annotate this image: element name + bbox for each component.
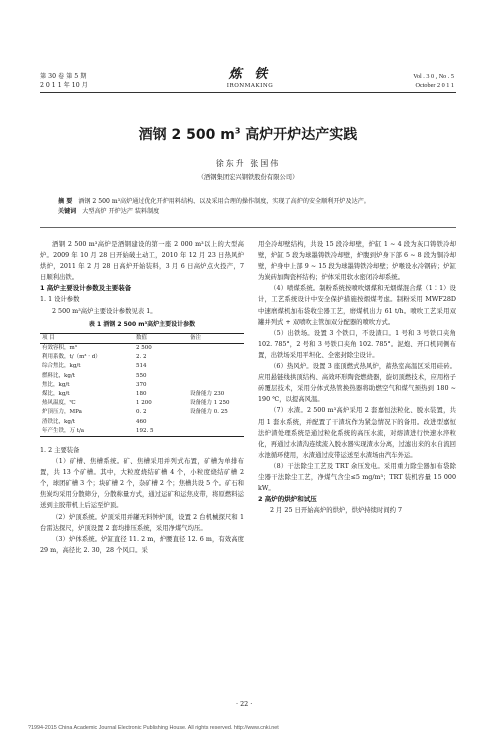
table-header-item: 项 目 — [40, 333, 134, 343]
furnace-top-paragraph: （2）炉顶系统。炉顶采用并罐无料钟炉顶，设置 2 台机械探尺和 1 台雷达探尺，炉顶设置 2 套均排压系统，采用净煤气均压。 — [40, 513, 244, 532]
left-column — [40, 239, 244, 556]
issue-info-zh — [40, 72, 88, 90]
keywords-text: 大型高炉 开炉达产 装料制度 — [82, 208, 160, 215]
issue-info-en — [413, 72, 454, 90]
table-cell-note — [188, 372, 244, 381]
slag-granulation-paragraph: （7）水渣。2 500 m³高炉采用 2 套嘉恒法粒化、脱水装置，共用 1 套水系统，并配置了干渣坑作为紧急情况下的备用。改进型嘉恒法炉渣处理系统是通过粒化系统的高压水流，对熔渣进行快速水淬粒化，再通过水渣沟连续流入脱水器实现渣水分离，过滤出来的水自流回水池循环使用，水渣通过皮带运送至水渣场由汽车外运。 — [258, 407, 456, 459]
design-params-paragraph: 2 500 m³高炉主要设计参数见表 1。 — [52, 307, 157, 315]
furnace-body-paragraph: （3）炉体系统。炉缸直径 11. 2 m，炉腰直径 12. 6 m，有效高度 29 m，高径比 2. 30，28 个风口。采 — [40, 535, 244, 554]
table-cell-value: 2 500 — [136, 344, 152, 351]
table-cell-note — [188, 418, 244, 427]
title-superscript: 3 — [234, 126, 241, 136]
table-cell-note — [188, 343, 244, 353]
coal-injection-paragraph: （4）喷煤系统。制粉系统按喷吹烟煤和无烟煤混合煤（1∶1）设计，工艺系统设计中安全保护措施按烟煤考虑。制粉采用 MWF28D 中速磨煤机加布袋收尘器工艺，磨煤机出力 61 t/h。喷吹工艺采用双罐并列式 + 双喷吹主管加双分配器的喷吹方式。 — [258, 285, 456, 326]
date-en: October 2 0 1 1 — [415, 82, 454, 89]
table-cell-item: 有效容积，m³ — [42, 344, 77, 351]
volume-zh: 第 30 卷 第 5 期 — [40, 73, 87, 80]
table-cell-note — [188, 427, 244, 437]
article-title — [40, 124, 456, 144]
table-cell-note: 设备能力 0. 25 — [190, 409, 228, 416]
title-rest: 高炉开炉达产实践 — [240, 127, 358, 143]
table-cell-note — [188, 353, 244, 362]
cast-house-paragraph: （5）出铁场。设置 3 个铁口，不设渣口。1 号和 3 号铁口夹角 102. 785°，2 号和 3 号铁口夹角 102. 785°。泥炮、开口机同侧布置，出铁场采用平坦化、全密封除尘设计。 — [258, 329, 456, 359]
abstract-separator — [40, 227, 456, 228]
table-cell-value: 2. 2 — [136, 354, 147, 361]
abstract-label: 摘 要 — [58, 198, 73, 205]
table-row — [40, 343, 244, 353]
table-cell-item: 渣铁比，kg/t — [42, 418, 75, 425]
keywords — [58, 207, 440, 217]
table-caption: 表 1 酒钢 2 500 m³高炉主要设计参数 — [88, 320, 196, 328]
abstract-block — [58, 197, 440, 217]
table-cell-item: 热风温度，℃ — [42, 400, 76, 407]
table-header-row — [40, 333, 244, 343]
table-row — [40, 372, 244, 381]
dust-removal-paragraph: （8）干法除尘工艺及 TRT 余压发电。采用重力除尘器加布袋除尘器干法除尘工艺，净煤气含尘≤5 mg/m³；TRT 装机容量 15 000 kW。 — [258, 462, 456, 493]
affiliation: （酒钢集团宏兴钢铁股份有限公司） — [197, 174, 299, 181]
cooling-staves-paragraph: 用全冷却壁结构，共设 15 段冷却壁，炉缸 1 ~ 4 段为灰口铸铁冷却壁，炉缸 5 段为球墨铸铁冷却壁，炉腹到炉身下部 6 ~ 8 段为铜冷却壁，炉身中上部 9 ~ 15 段为球墨铸铁冷却壁；炉喉设水冷钢砖；炉缸为炭砖加陶瓷杯结构；炉体采用软水密闭冷却系统。 — [258, 241, 456, 282]
drying-paragraph: 2 月 25 日开始高炉的烘炉，烘炉持续时间约 7 — [270, 507, 403, 515]
title-main: 酒钢 2 500 m — [138, 127, 235, 143]
table-row — [40, 408, 244, 417]
journal-name-zh: 炼 铁 — [228, 67, 272, 82]
table-header-value: 数值 — [134, 333, 188, 343]
abstract-text: 酒钢 2 500 m³高炉通过优化开炉用料结构、以及采用合理的操作制度，实现了高炉的安全顺利开炉及达产。 — [78, 198, 370, 205]
table-row — [40, 362, 244, 371]
table-cell-value: 180 — [136, 390, 147, 397]
table-row — [40, 427, 244, 437]
table-cell-note: 设备能力 230 — [190, 390, 225, 397]
subsection-1-2-heading: 1. 2 主要装备 — [40, 446, 80, 454]
journal-name-en: IRONMAKING — [226, 83, 274, 89]
table-cell-item: 煤比，kg/t — [42, 390, 70, 397]
table-row — [40, 399, 244, 408]
table-cell-item: 燃料比，kg/t — [42, 372, 75, 379]
section-1-heading: 1 高炉主要设计参数及主要装备 — [40, 284, 132, 293]
table-cell-note — [188, 362, 244, 371]
table-cell-value: 1 200 — [136, 400, 152, 407]
table-cell-item: 炉顶压力，MPa — [42, 409, 82, 416]
hot-stove-paragraph: （6）热风炉。设置 3 座顶燃式热风炉，蓄热室高温区采用硅砖。应用悬链线拱顶结构、高效环形陶瓷燃烧器，旋切顶燃技术，应用格子砖覆层技术，采用分体式热管换热器将助燃空气和煤气预热到 180 ~ 190 ℃，以提高风温。 — [258, 363, 456, 404]
keywords-label: 关键词 — [58, 208, 77, 215]
table-cell-value: 460 — [136, 418, 147, 425]
table-row — [40, 353, 244, 362]
table-row — [40, 390, 244, 399]
table-cell-value: 514 — [136, 363, 147, 370]
ore-coke-bin-paragraph: （1）矿槽、焦槽系统。矿、焦槽采用并列式布置，矿槽为单排布置，共 13 个矿槽。其中，大粒度烧结矿槽 4 个，小粒度烧结矿槽 2 个，球团矿槽 3 个；块矿槽 2 个，杂矿槽 2 个；焦槽共设 5 个。矿石和焦炭均采用分散筛分，分散称量方式，通过运矿和运焦皮带，将原燃料运送到主胶带机上后运至炉顶。 — [40, 458, 244, 510]
right-column — [258, 239, 456, 516]
table-row — [40, 381, 244, 390]
design-params-table — [40, 333, 244, 437]
section-2-heading: 2 高炉的烘炉和试压 — [258, 495, 317, 504]
volume-en: Vol . 3 0 , No . 5 — [413, 73, 454, 80]
copyright-footer: ?1994-2015 China Academic Journal Electronic Publishing House. All rights reserved. http://www.cnki.net — [28, 725, 279, 731]
table-row — [40, 418, 244, 427]
table-cell-item: 综合焦比，kg/t — [42, 363, 81, 370]
date-zh: 2 0 1 1 年 10 月 — [40, 82, 88, 89]
table-cell-item: 利用系数，t/（m³ · d） — [42, 354, 101, 361]
table-cell-value: 0. 2 — [136, 409, 147, 416]
authors: 徐东升 张国伟 — [215, 159, 281, 168]
table-cell-value: 370 — [136, 381, 147, 388]
page-number: · 22 · — [236, 700, 253, 708]
abstract — [58, 197, 440, 207]
table-cell-item: 焦比，kg/t — [42, 381, 70, 388]
table-cell-item: 年产生铁，万 t/a — [40, 427, 134, 437]
table-cell-note — [188, 381, 244, 390]
intro-paragraph: 酒钢 2 500 m³高炉是酒钢建设的第一座 2 000 m³以上的大型高炉。2009 年 10 月 28 日开始破土动工，2010 年 12 月 23 日热风炉烘炉，2011 年 2 月 28 日高炉开始装料，3 月 6 日高炉点火投产，7 日顺利出铁。 — [40, 241, 244, 282]
table-cell-value: 192. 5 — [134, 427, 188, 437]
table-cell-value: 550 — [136, 372, 147, 379]
table-cell-note: 设备能力 1 250 — [190, 400, 230, 407]
journal-masthead — [210, 68, 290, 90]
subsection-1-1-heading: 1. 1 设计参数 — [40, 296, 80, 304]
header-rule — [40, 92, 456, 93]
table-header-note: 备注 — [188, 333, 244, 343]
